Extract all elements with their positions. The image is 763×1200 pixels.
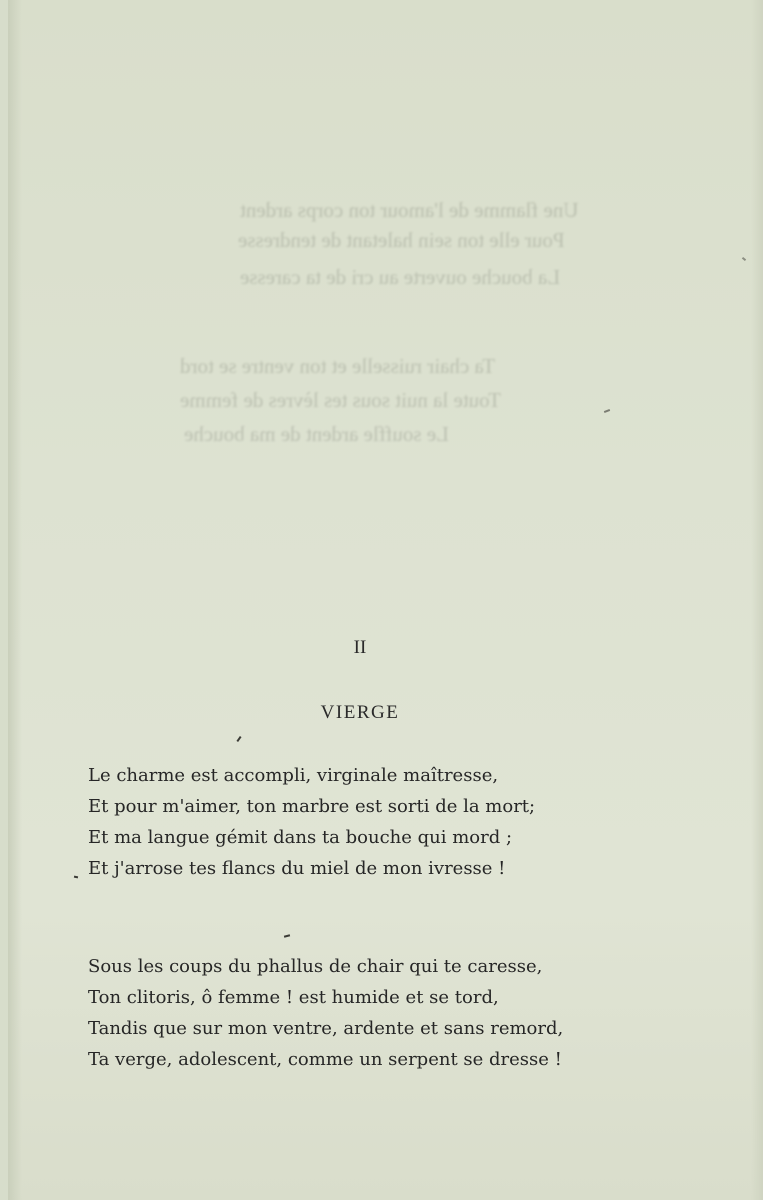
verse-line: Et ma langue gémit dans ta bouche qui mord ; bbox=[88, 827, 513, 848]
book-page bbox=[8, 0, 763, 1200]
verse-line: Sous les coups du phallus de chair qui te caresse, bbox=[88, 956, 543, 977]
verse-line: Ta verge, adolescent, comme un serpent se dresse ! bbox=[88, 1049, 562, 1070]
stanza-2 bbox=[88, 951, 563, 1075]
verse-line: Le charme est accompli, virginale maîtresse, bbox=[88, 765, 499, 786]
ink-fleck bbox=[284, 934, 290, 937]
bleed-line: Pour elle ton sein haletant de tendresse bbox=[238, 228, 565, 252]
bleed-line: Ta chair ruisselle et ton ventre se tord bbox=[180, 354, 496, 378]
poem-number: II bbox=[353, 637, 367, 658]
poem-title: VIERGE bbox=[320, 702, 400, 723]
stanza-1 bbox=[88, 760, 535, 884]
verse-line: Et j'arrose tes flancs du miel de mon ivresse ! bbox=[88, 858, 506, 879]
bleed-line: Une flamme de l'amour ton corps ardent bbox=[240, 198, 579, 222]
verse-line: Ton clitoris, ô femme ! est humide et se tord, bbox=[88, 987, 499, 1008]
bleed-line: Le souffle ardent de ma bouche bbox=[184, 422, 449, 446]
bleed-line: Toute la nuit sous tes lèvres de femme bbox=[180, 388, 502, 412]
ink-fleck bbox=[236, 736, 241, 742]
bleed-line: La bouche ouverte au cri de ta caresse bbox=[240, 265, 561, 289]
show-through-text bbox=[8, 0, 763, 470]
ink-fleck bbox=[74, 876, 78, 879]
verse-line: Tandis que sur mon ventre, ardente et sans remord, bbox=[88, 1018, 564, 1039]
verse-line: Et pour m'aimer, ton marbre est sorti de la mort; bbox=[88, 796, 536, 817]
